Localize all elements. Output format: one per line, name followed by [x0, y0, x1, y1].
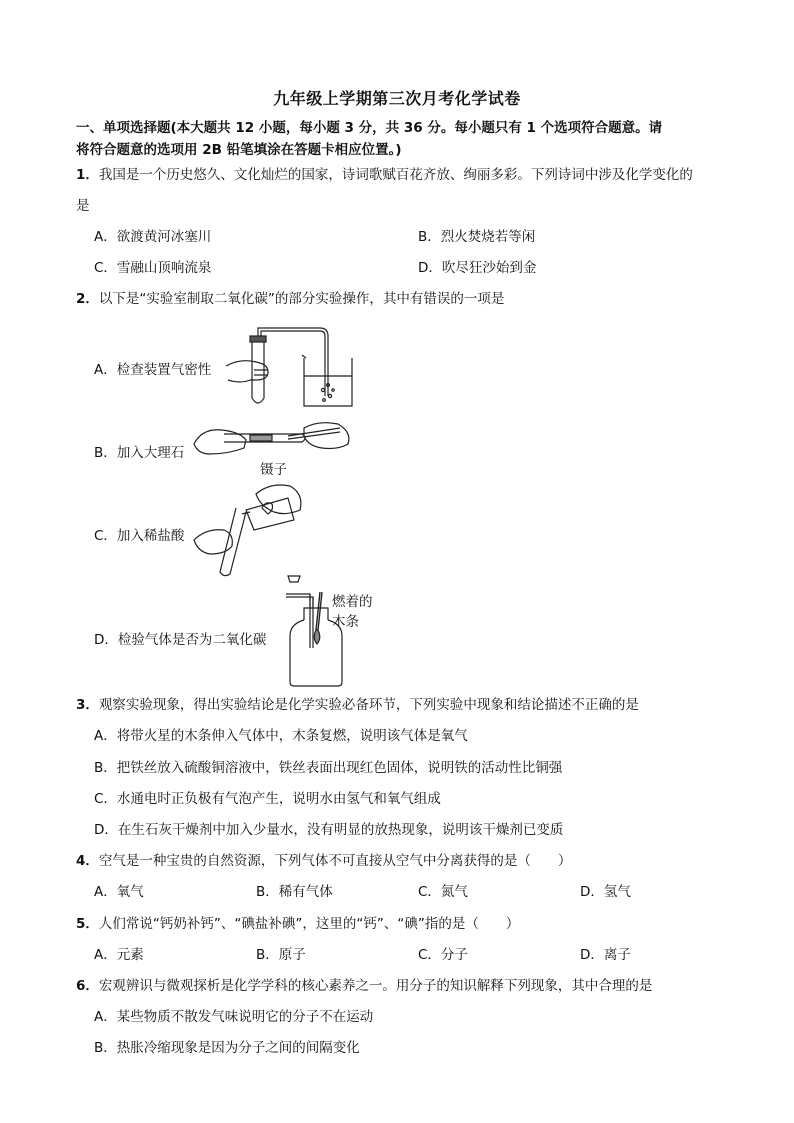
section-header-line2: 将符合题意的选项用 2B 铅笔填涂在答题卡相应位置。)	[76, 142, 402, 158]
q3-option-a: A．将带火星的木条伸入气体中，木条复燃，说明该气体是氧气	[94, 728, 468, 744]
question-number: 2．	[76, 291, 99, 307]
q4-option-d: D．氢气	[580, 884, 631, 900]
question-1-continued: 是	[76, 198, 90, 214]
question-number: 5．	[76, 916, 99, 932]
question-text: 空气是一种宝贵的自然资源，下列气体不可直接从空气中分离获得的是（ ）	[98, 853, 572, 869]
q1-option-c: C．雪融山顶响流泉	[94, 260, 212, 276]
q1-option-a: A．欲渡黄河冰塞川	[94, 229, 212, 245]
q2-option-b: B．加入大理石	[94, 445, 185, 461]
q1-option-d: D．吹尽狂沙始到金	[418, 260, 537, 276]
q5-option-a: A．元素	[94, 947, 144, 963]
q4-option-b: B．稀有气体	[256, 884, 333, 900]
question-1	[76, 165, 693, 185]
add-acid-illustration	[190, 480, 310, 578]
q4-option-a: A．氧气	[94, 884, 144, 900]
tweezers-label: 镊子	[260, 462, 287, 478]
question-text: 人们常说“钙奶补钙”、“碘盐补碘”，这里的“钙”、“碘”指的是（ ）	[98, 916, 520, 932]
q2-option-c: C．加入稀盐酸	[94, 528, 185, 544]
airtightness-check-illustration	[220, 318, 370, 410]
burning-stick-label-1: 燃着的	[332, 594, 373, 610]
q5-option-d: D．离子	[580, 947, 631, 963]
question-text: 宏观辨识与微观探析是化学学科的核心素养之一。用分子的知识解释下列现象，其中合理的是	[98, 978, 653, 994]
q3-option-c: C．水通电时正负极有气泡产生，说明水由氢气和氧气组成	[94, 791, 441, 807]
exam-title: 九年级上学期第三次月考化学试卷	[273, 89, 521, 108]
q3-option-d: D．在生石灰干燥剂中加入少量水，没有明显的放热现象，说明该干燥剂已变质	[94, 822, 564, 838]
question-5	[76, 914, 519, 934]
question-number: 3．	[76, 697, 99, 713]
q6-option-a: A．某些物质不散发气味说明它的分子不在运动	[94, 1009, 374, 1025]
q2-option-a: A．检查装置气密性	[94, 362, 212, 378]
q3-option-b: B．把铁丝放入硫酸铜溶液中，铁丝表面出现红色固体，说明铁的活动性比铜强	[94, 760, 563, 776]
q5-option-c: C．分子	[418, 947, 468, 963]
question-number: 6．	[76, 978, 99, 994]
question-number: 4．	[76, 853, 99, 869]
q6-option-b: B．热胀冷缩现象是因为分子之间的间隔变化	[94, 1040, 360, 1056]
section-header-line1: 一、单项选择题(本大题共 12 小题，每小题 3 分，共 36 分。每小题只有 1 个选项符合题意。请	[76, 120, 663, 136]
question-text: 以下是“实验室制取二氧化碳”的部分实验操作，其中有错误的一项是	[98, 291, 505, 307]
q2-option-d: D．检验气体是否为二氧化碳	[94, 632, 267, 648]
question-3	[76, 695, 639, 715]
question-2	[76, 289, 504, 309]
q1-option-b: B．烈火焚烧若等闲	[418, 229, 536, 245]
question-text: 观察实验现象，得出实验结论是化学实验必备环节，下列实验中现象和结论描述不正确的是	[98, 697, 639, 713]
question-text: 我国是一个历史悠久、文化灿烂的国家，诗词歌赋百花齐放、绚丽多彩。下列诗词中涉及化学变化的	[98, 167, 693, 183]
question-number: 1．	[76, 167, 99, 183]
question-4	[76, 851, 571, 871]
q5-option-b: B．原子	[256, 947, 306, 963]
question-6	[76, 976, 652, 996]
burning-stick-label-2: 木条	[332, 614, 359, 630]
q4-option-c: C．氮气	[418, 884, 468, 900]
